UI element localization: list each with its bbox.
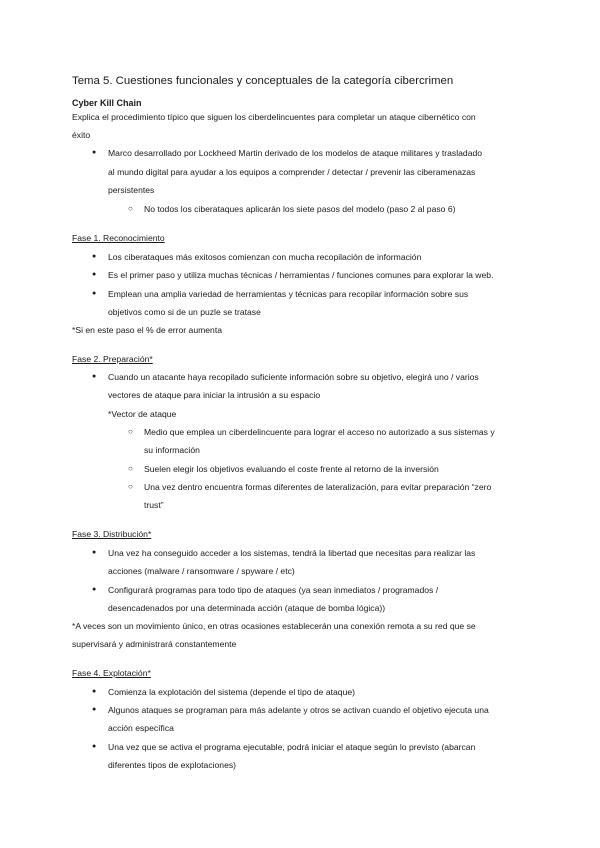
intro-line-1: Explica el procedimiento típico que siguen los ciberdelincuentes para completar un ataque cibernético con — [72, 112, 476, 122]
intro-bullet-line-1: Marco desarrollado por Lockheed Martin derivado de los modelos de ataque militares y trasladado — [108, 148, 483, 158]
fase-4-bullet-3-line-2: diferentes tipos de explotaciones) — [108, 760, 237, 770]
bullet-icon: ● — [92, 688, 97, 695]
fase-3-bullet-1-line-2: acciones (malware / ransomware / spyware / etc) — [108, 566, 295, 576]
sub-bullet-icon: ○ — [128, 427, 133, 436]
fase-2-sub-1-line-2: su información — [144, 445, 200, 455]
fase-2-sub-1-line-1: Medio que emplea un ciberdelincuente para lograr el acceso no autorizado a sus sistemas y — [144, 427, 495, 437]
fase-1-bullet-3-line-1: Emplean una amplia variedad de herramientas y técnicas para recopilar información sobre sus — [108, 289, 469, 299]
fase-3-heading: Fase 3. Distribución* — [72, 529, 152, 539]
intro-bullet-line-2: al mundo digital para ayudar a los equipos a comprender / detectar / prevenir las ciberamenazas — [108, 167, 476, 177]
fase-4-bullet-2-line-2: acción específica — [108, 723, 174, 733]
fase-1-bullet-3-line-2: objetivos como si de un puzle se tratase — [108, 307, 261, 317]
fase-3-note-line-2: supervisará y administrará constantemente — [72, 639, 237, 649]
fase-3-note-line-1: *A veces son un movimiento único, en otras ocasiones establecerán una conexión remota a su red que se — [72, 621, 476, 631]
sub-bullet-icon: ○ — [128, 204, 133, 213]
fase-4-bullet-2-line-1: Algunos ataques se programan para más adelante y otros se activan cuando el objetivo ejecuta una — [108, 705, 489, 715]
bullet-icon: ● — [92, 271, 97, 278]
intro-line-2: éxito — [72, 130, 91, 140]
fase-1-bullet-2: Es el primer paso y utiliza muchas técnicas / herramientas / funciones comunes para explorar la web. — [108, 270, 494, 280]
bullet-icon: ● — [92, 253, 97, 260]
fase-1-note: *Si en este paso el % de error aumenta — [72, 325, 223, 335]
page-title: Tema 5. Cuestiones funcionales y conceptuales de la categoría cibercrimen — [72, 75, 454, 87]
fase-4-bullet-1: Comienza la explotación del sistema (depende el tipo de ataque) — [108, 687, 355, 697]
vector-de-ataque-label: *Vector de ataque — [108, 409, 177, 419]
fase-4-heading: Fase 4. Explotación* — [72, 668, 151, 678]
section-subtitle: Cyber Kill Chain — [72, 98, 142, 108]
bullet-icon: ● — [92, 743, 97, 750]
fase-2-bullet-1-line-1: Cuando un atacante haya recopilado suficiente información sobre su objetivo, elegirá uno / varios — [108, 372, 479, 382]
fase-4-bullet-3-line-1: Una vez que se activa el programa ejecutable, podrá iniciar el ataque según lo previsto (abarcan — [108, 742, 476, 752]
bullet-icon: ● — [92, 586, 97, 593]
bullet-icon: ● — [92, 290, 97, 297]
fase-3-bullet-1-line-1: Una vez ha conseguido acceder a los sistemas, tendrá la libertad que necesitas para realizar las — [108, 548, 476, 558]
sub-bullet-icon: ○ — [128, 464, 133, 473]
sub-bullet-icon: ○ — [128, 482, 133, 491]
fase-2-sub-3-line-2: trust” — [144, 500, 164, 510]
intro-bullet-line-3: persistentes — [108, 185, 155, 195]
fase-3-bullet-2-line-1: Configurará programas para todo tipo de ataques (ya sean inmediatos / programados / — [108, 585, 439, 595]
intro-sub-bullet: No todos los ciberataques aplicarán los siete pasos del modelo (paso 2 al paso 6) — [144, 204, 456, 214]
bullet-icon: ● — [92, 149, 97, 156]
fase-1-bullet-1: Los ciberataques más exitosos comienzan con mucha recopilación de información — [108, 252, 422, 262]
fase-2-sub-2: Suelen elegir los objetivos evaluando el coste frente al retorno de la inversión — [144, 464, 439, 474]
fase-2-sub-3-line-1: Una vez dentro encuentra formas diferentes de lateralización, para evitar preparación “zero — [144, 482, 492, 492]
fase-3-bullet-2-line-2: desencadenados por una determinada acción (ataque de bomba lógica)) — [108, 603, 386, 613]
bullet-icon: ● — [92, 549, 97, 556]
bullet-icon: ● — [92, 373, 97, 380]
fase-2-heading: Fase 2. Preparación* — [72, 354, 153, 364]
fase-1-heading: Fase 1. Reconocimiento — [72, 233, 165, 243]
fase-2-bullet-1-line-2: vectores de ataque para iniciar la intrusión a su espacio — [108, 390, 321, 400]
bullet-icon: ● — [92, 706, 97, 713]
